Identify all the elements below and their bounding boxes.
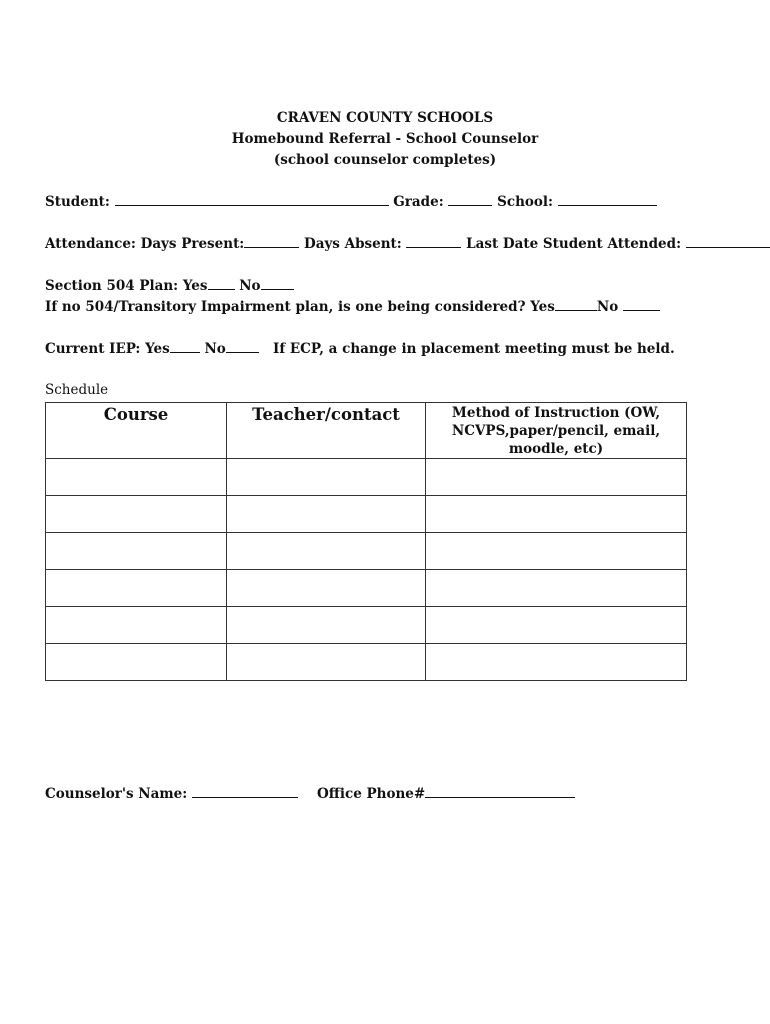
- plan504-no-blank[interactable]: [261, 278, 294, 290]
- plan504-no-label: No: [239, 278, 261, 294]
- last-date-label: Last Date Student Attended:: [466, 236, 682, 252]
- student-blank[interactable]: [115, 194, 389, 206]
- method-cell[interactable]: [426, 570, 687, 607]
- ecp-note: If ECP, a change in placement meeting must be held.: [273, 341, 675, 357]
- header-course: Course: [46, 403, 227, 459]
- days-present-blank[interactable]: [244, 236, 299, 248]
- iep-no-blank[interactable]: [226, 341, 259, 353]
- counselor-label: Counselor's Name:: [45, 786, 188, 802]
- course-cell[interactable]: [46, 496, 227, 533]
- iep-yes-blank[interactable]: [170, 341, 200, 353]
- attendance-row: [45, 236, 770, 252]
- days-absent-blank[interactable]: [406, 236, 461, 248]
- plan504-label: Section 504 Plan: Yes: [45, 278, 208, 294]
- phone-row: [317, 786, 575, 802]
- table-row: [46, 570, 687, 607]
- days-absent-label: Days Absent:: [304, 236, 402, 252]
- transitory-yes-blank[interactable]: [555, 299, 597, 311]
- teacher-cell[interactable]: [227, 459, 426, 496]
- last-date-blank[interactable]: [686, 236, 770, 248]
- course-cell[interactable]: [46, 607, 227, 644]
- transitory-label: If no 504/Transitory Impairment plan, is one being considered? Yes: [45, 299, 555, 315]
- school-label: School:: [497, 194, 553, 210]
- header-method: Method of Instruction (OW, NCVPS,paper/pencil, email, moodle, etc): [426, 403, 687, 459]
- course-cell[interactable]: [46, 459, 227, 496]
- course-cell[interactable]: [46, 570, 227, 607]
- transitory-no-label: No: [596, 299, 619, 315]
- transitory-no-blank[interactable]: [623, 299, 660, 311]
- grade-label: Grade:: [393, 194, 444, 210]
- form-title: CRAVEN COUNTY SCHOOLS: [276, 110, 494, 126]
- teacher-cell[interactable]: [227, 496, 426, 533]
- form-note: (school counselor completes): [273, 152, 497, 168]
- table-row: [46, 533, 687, 570]
- method-cell[interactable]: [426, 496, 687, 533]
- method-cell[interactable]: [426, 644, 687, 681]
- teacher-cell[interactable]: [227, 644, 426, 681]
- phone-label: Office Phone#: [317, 786, 426, 802]
- schedule-label: Schedule: [45, 382, 109, 398]
- schedule-table: [45, 402, 687, 681]
- plan504-row: [45, 278, 294, 294]
- teacher-cell[interactable]: [227, 570, 426, 607]
- header-teacher: Teacher/contact: [227, 403, 426, 459]
- method-cell[interactable]: [426, 607, 687, 644]
- iep-label: Current IEP: Yes: [45, 341, 170, 357]
- table-row: [46, 607, 687, 644]
- method-cell[interactable]: [426, 459, 687, 496]
- iep-row: [45, 341, 259, 357]
- student-row: [45, 194, 657, 210]
- school-blank[interactable]: [558, 194, 657, 206]
- counselor-blank[interactable]: [192, 786, 298, 798]
- transitory-row: [45, 299, 660, 315]
- grade-blank[interactable]: [448, 194, 492, 206]
- iep-no-label: No: [204, 341, 226, 357]
- days-present-label: Attendance: Days Present:: [45, 236, 245, 252]
- teacher-cell[interactable]: [227, 533, 426, 570]
- method-cell[interactable]: [426, 533, 687, 570]
- table-row: [46, 644, 687, 681]
- counselor-row: [45, 786, 298, 802]
- phone-blank[interactable]: [425, 786, 575, 798]
- table-header-row: [46, 403, 687, 459]
- table-row: [46, 459, 687, 496]
- table-row: [46, 496, 687, 533]
- form-subtitle: Homebound Referral - School Counselor: [231, 131, 539, 147]
- teacher-cell[interactable]: [227, 607, 426, 644]
- course-cell[interactable]: [46, 644, 227, 681]
- plan504-yes-blank[interactable]: [208, 278, 235, 290]
- student-label: Student:: [45, 194, 110, 210]
- course-cell[interactable]: [46, 533, 227, 570]
